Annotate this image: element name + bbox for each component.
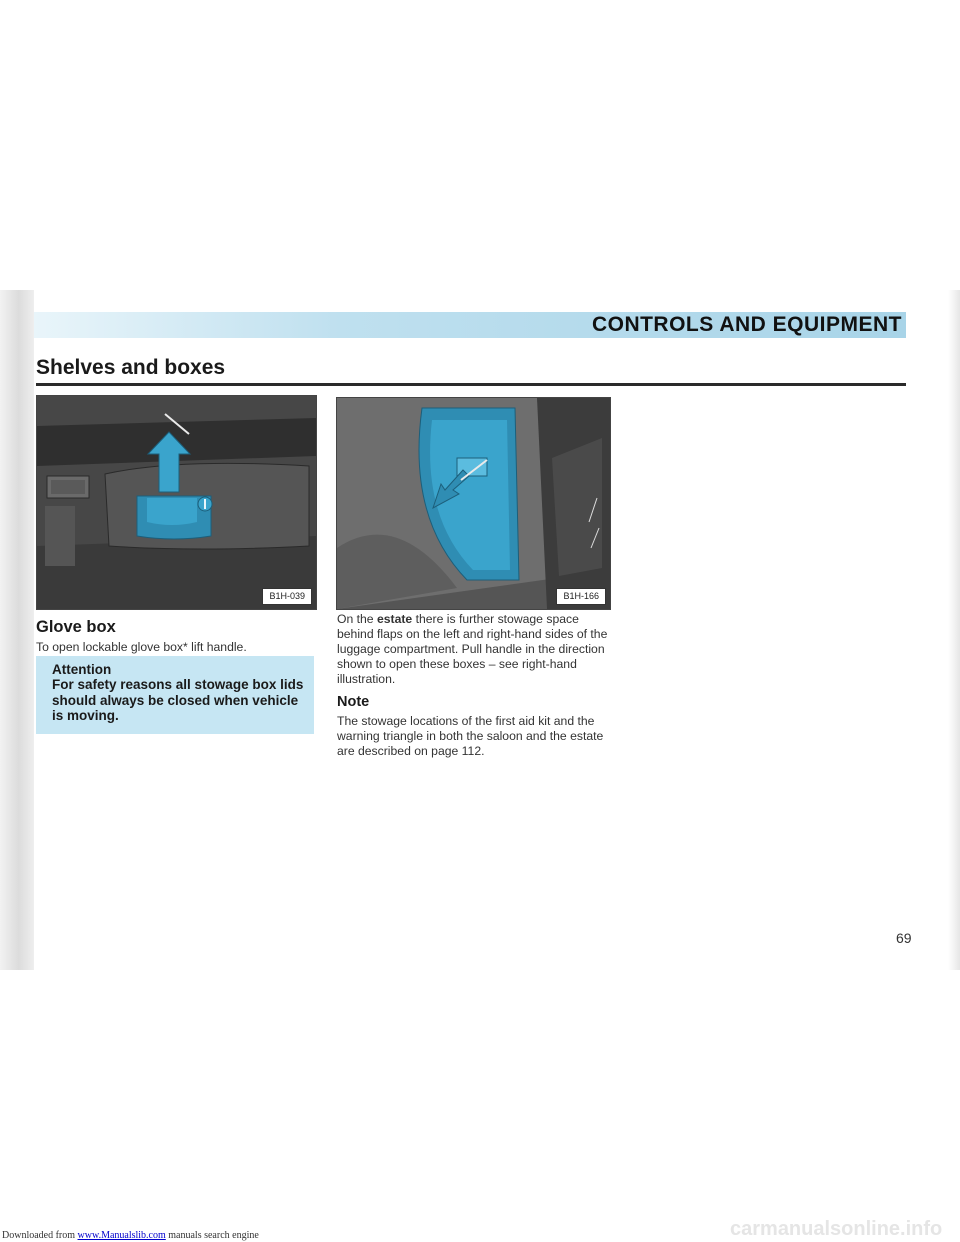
- estate-text: [337, 612, 611, 687]
- attention-heading: Attention: [52, 662, 112, 677]
- section-title: Shelves and boxes: [36, 356, 226, 379]
- footer-prefix: Downloaded from: [2, 1230, 78, 1241]
- attention-text: [52, 662, 310, 724]
- estate-text-end: there is further stowage space behind flaps on the left and right-hand sides of the luggage compartment. Pull handle in the direction shown to open these boxes – see right-hand illustration.: [337, 612, 608, 686]
- footer-suffix: manuals search engine: [165, 1230, 259, 1241]
- estate-bold: estate: [376, 612, 413, 626]
- glove-box-text: To open lockable glove box* lift handle.: [36, 640, 247, 654]
- note-text: The stowage locations of the first aid kit and the warning triangle in both the saloon and the estate are described on page 112.: [337, 714, 604, 758]
- page-edge-left: [0, 290, 34, 970]
- glove-box-drawing: [37, 396, 316, 609]
- figure-label: B1H-039: [262, 588, 312, 605]
- page-number: 69: [896, 930, 912, 946]
- note-heading: Note: [337, 694, 370, 710]
- download-footer: [2, 1230, 259, 1241]
- manualslib-link[interactable]: www.Manualslib.com: [77, 1230, 166, 1241]
- estate-stowage-illustration: [336, 397, 611, 610]
- estate-text-start: On the: [337, 612, 377, 626]
- watermark: carmanualsonline.info: [730, 1218, 943, 1240]
- attention-message: For safety reasons all stowage box lids should always be closed when vehicle is moving.: [52, 677, 304, 724]
- figure-label: B1H-166: [556, 588, 606, 605]
- header-title: CONTROLS AND EQUIPMENT: [591, 313, 902, 336]
- section-rule: [36, 383, 906, 386]
- page-edge-right: [948, 290, 960, 970]
- glove-box-illustration: [36, 395, 317, 610]
- glove-box-heading: Glove box: [36, 618, 116, 636]
- estate-stowage-drawing: [337, 398, 610, 609]
